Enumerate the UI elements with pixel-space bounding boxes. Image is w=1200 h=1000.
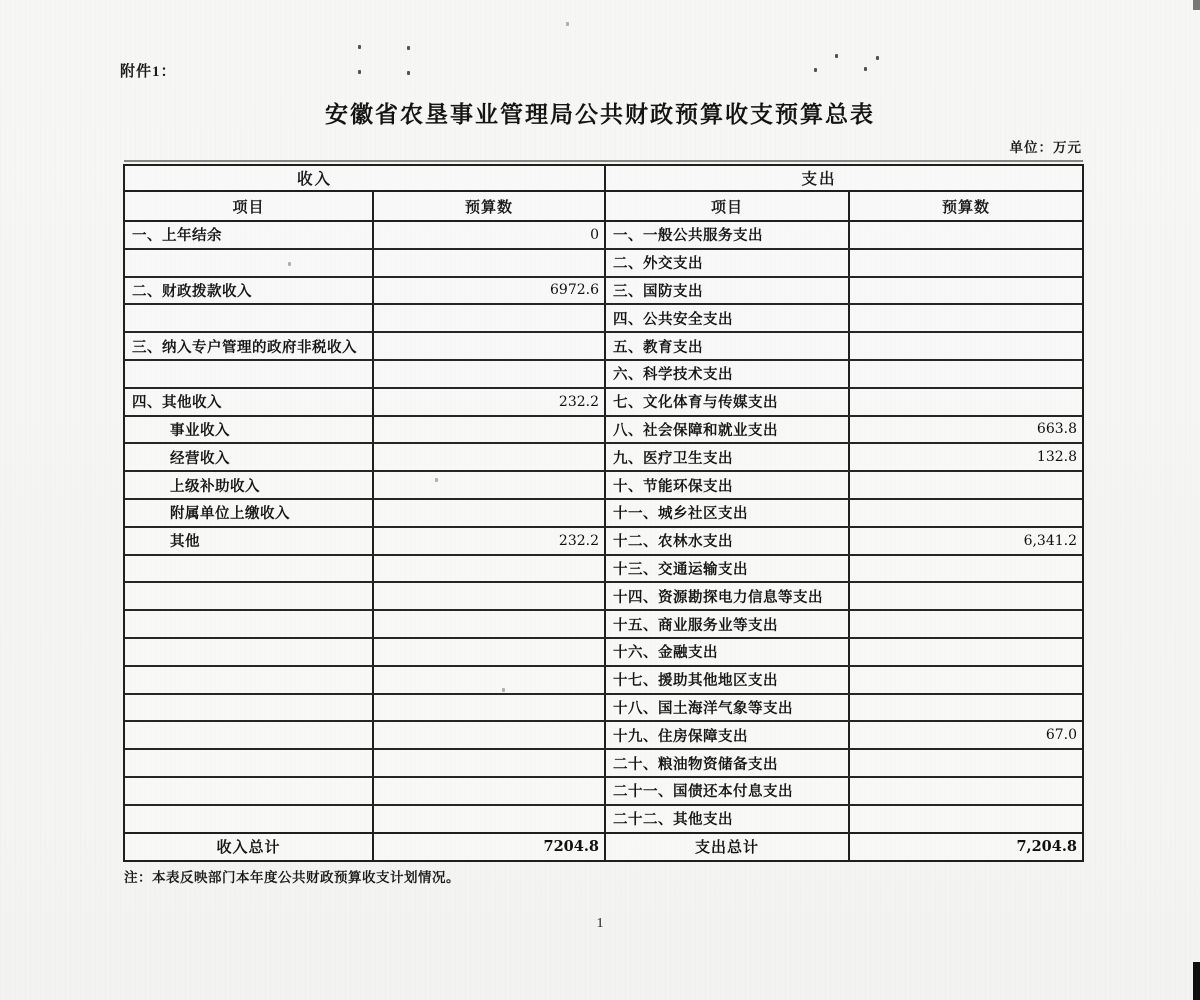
revenue-budget-cell (374, 250, 606, 276)
expenditure-item-cell: 十一、城乡社区支出 (606, 500, 850, 526)
expenditure-item-cell: 二十、粮油物资储备支出 (606, 750, 850, 776)
expenditure-item-cell: 十七、援助其他地区支出 (606, 667, 850, 693)
revenue-budget-cell (374, 806, 606, 832)
scan-speck (502, 688, 505, 692)
revenue-budget-cell (374, 695, 606, 721)
expenditure-budget-cell (850, 611, 1082, 637)
revenue-budget-cell (374, 750, 606, 776)
scan-artifact (1193, 0, 1200, 10)
expenditure-item-cell: 七、文化体育与传媒支出 (606, 389, 850, 415)
revenue-item-cell: 其他 (125, 528, 374, 554)
expenditure-budget-cell (850, 778, 1082, 804)
expenditure-budget-cell (850, 472, 1082, 498)
revenue-item-cell: 四、其他收入 (125, 389, 374, 415)
expenditure-item-cell: 十六、金融支出 (606, 639, 850, 665)
expenditure-total-label: 支出总计 (606, 834, 850, 860)
table-row (125, 389, 1082, 417)
expenditure-item-cell: 四、公共安全支出 (606, 305, 850, 331)
expenditure-item-cell: 二、外交支出 (606, 250, 850, 276)
revenue-budget-cell: 6972.6 (374, 278, 606, 304)
expenditure-item-cell: 八、社会保障和就业支出 (606, 417, 850, 443)
revenue-budget-cell (374, 556, 606, 582)
expenditure-budget-cell (850, 278, 1082, 304)
revenue-budget-cell (374, 722, 606, 748)
table-row (125, 278, 1082, 306)
column-header-expenditure-item: 项目 (606, 192, 850, 220)
page-title: 安徽省农垦事业管理局公共财政预算收支预算总表 (325, 102, 875, 127)
revenue-section-header (125, 166, 606, 190)
expenditure-item-cell: 二十二、其他支出 (606, 806, 850, 832)
table-row (125, 556, 1082, 584)
column-header-revenue-budget: 预算数 (374, 192, 606, 220)
expenditure-budget-cell (850, 583, 1082, 609)
revenue-item-cell (125, 722, 374, 748)
expenditure-budget-cell (850, 361, 1082, 387)
revenue-item-cell (125, 556, 374, 582)
table-row (125, 222, 1082, 250)
revenue-item-cell (125, 639, 374, 665)
revenue-item-cell: 二、财政拨款收入 (125, 278, 374, 304)
revenue-budget-cell (374, 361, 606, 387)
revenue-total-value: 7204.8 (374, 834, 606, 860)
revenue-budget-cell (374, 472, 606, 498)
revenue-item-cell: 附属单位上缴收入 (125, 500, 374, 526)
revenue-item-cell: 经营收入 (125, 444, 374, 470)
table-row (125, 361, 1082, 389)
table-row (125, 305, 1082, 333)
column-header-revenue-item: 项目 (125, 192, 374, 220)
revenue-budget-cell: 0 (374, 222, 606, 248)
expenditure-item-cell: 五、教育支出 (606, 333, 850, 359)
expenditure-section-header (606, 166, 1082, 190)
expenditure-item-cell: 二十一、国债还本付息支出 (606, 778, 850, 804)
revenue-budget-cell (374, 500, 606, 526)
expenditure-budget-cell (850, 806, 1082, 832)
expenditure-budget-cell (850, 250, 1082, 276)
expenditure-item-cell: 十九、住房保障支出 (606, 722, 850, 748)
revenue-total-label: 收入总计 (125, 834, 374, 860)
revenue-item-cell: 事业收入 (125, 417, 374, 443)
revenue-budget-cell (374, 583, 606, 609)
revenue-budget-cell (374, 611, 606, 637)
scan-speck (876, 56, 879, 60)
expenditure-budget-cell: 663.8 (1036, 421, 1077, 438)
revenue-section-label: 收入 (296, 171, 332, 188)
revenue-budget-cell: 232.2 (374, 528, 606, 554)
expenditure-item-cell: 十三、交通运输支出 (606, 556, 850, 582)
table-row (125, 778, 1082, 806)
expenditure-budget-cell (850, 695, 1082, 721)
table-body (125, 222, 1082, 834)
revenue-item-cell (125, 250, 374, 276)
revenue-budget-cell: 232.2 (374, 389, 606, 415)
unit-label: 单位：万元 (1009, 140, 1082, 155)
expenditure-total-value: 7,204.8 (1016, 838, 1077, 856)
table-row (125, 639, 1082, 667)
revenue-budget-cell (374, 417, 606, 443)
revenue-item-cell (125, 305, 374, 331)
expenditure-item-cell: 一、一般公共服务支出 (606, 222, 850, 248)
revenue-item-cell: 一、上年结余 (125, 222, 374, 248)
table-row (125, 583, 1082, 611)
table-row (125, 611, 1082, 639)
expenditure-item-cell: 三、国防支出 (606, 278, 850, 304)
scan-speck (358, 70, 361, 74)
expenditure-budget-cell: 132.8 (1036, 449, 1077, 466)
table-row (125, 695, 1082, 723)
table-footnote: 注：本表反映部门本年度公共财政预算收支计划情况。 (124, 870, 460, 885)
table-section-header-row (125, 166, 1082, 192)
table-column-header-row (125, 192, 1082, 222)
revenue-item-cell (125, 667, 374, 693)
revenue-budget-cell (374, 639, 606, 665)
scan-speck (864, 67, 867, 71)
revenue-item-cell: 三、纳入专户管理的政府非税收入 (125, 333, 374, 359)
table-row (125, 722, 1082, 750)
revenue-item-cell (125, 778, 374, 804)
scan-speck (407, 71, 410, 75)
revenue-item-cell (125, 611, 374, 637)
expenditure-budget-cell (850, 750, 1082, 776)
expenditure-item-cell: 六、科学技术支出 (606, 361, 850, 387)
expenditure-budget-cell (850, 333, 1082, 359)
table-row (125, 472, 1082, 500)
table-row (125, 333, 1082, 361)
page-number: 1 (596, 916, 604, 931)
expenditure-budget-cell (850, 639, 1082, 665)
expenditure-budget-cell (850, 667, 1082, 693)
expenditure-item-cell: 九、医疗卫生支出 (606, 444, 850, 470)
table-row (125, 444, 1082, 472)
column-header-expenditure-budget: 预算数 (941, 199, 990, 216)
table-row (125, 667, 1082, 695)
expenditure-item-cell: 十八、国土海洋气象等支出 (606, 695, 850, 721)
revenue-budget-cell (374, 333, 606, 359)
scan-speck (835, 54, 838, 58)
attachment-label: 附件1： (120, 64, 177, 80)
table-total-row (125, 834, 1082, 860)
revenue-item-cell (125, 695, 374, 721)
revenue-item-cell (125, 750, 374, 776)
expenditure-budget-cell (850, 556, 1082, 582)
expenditure-budget-cell: 6,341.2 (1023, 532, 1077, 549)
revenue-budget-cell (374, 667, 606, 693)
expenditure-item-cell: 十二、农林水支出 (606, 528, 850, 554)
table-row (125, 528, 1082, 556)
revenue-item-cell (125, 361, 374, 387)
revenue-item-cell (125, 583, 374, 609)
expenditure-section-label: 支出 (801, 171, 837, 188)
revenue-budget-cell (374, 444, 606, 470)
table-row (125, 750, 1082, 778)
scan-speck (566, 22, 569, 26)
table-row (125, 250, 1082, 278)
scan-speck (358, 45, 361, 49)
table-row (125, 806, 1082, 834)
revenue-item-cell: 上级补助收入 (125, 472, 374, 498)
budget-summary-table (123, 164, 1084, 862)
table-row (125, 417, 1082, 445)
expenditure-budget-cell (850, 222, 1082, 248)
scan-artifact (1193, 962, 1200, 1000)
expenditure-item-cell: 十、节能环保支出 (606, 472, 850, 498)
expenditure-budget-cell (850, 305, 1082, 331)
revenue-budget-cell (374, 778, 606, 804)
scan-speck (407, 46, 410, 50)
expenditure-item-cell: 十五、商业服务业等支出 (606, 611, 850, 637)
expenditure-budget-cell (850, 389, 1082, 415)
revenue-item-cell (125, 806, 374, 832)
table-row (125, 500, 1082, 528)
scan-speck (814, 68, 817, 72)
expenditure-item-cell: 十四、资源勘探电力信息等支出 (606, 583, 850, 609)
scan-speck (288, 262, 291, 266)
scan-speck (435, 478, 438, 482)
expenditure-budget-cell: 67.0 (1045, 727, 1077, 744)
expenditure-budget-cell (850, 500, 1082, 526)
revenue-budget-cell (374, 305, 606, 331)
